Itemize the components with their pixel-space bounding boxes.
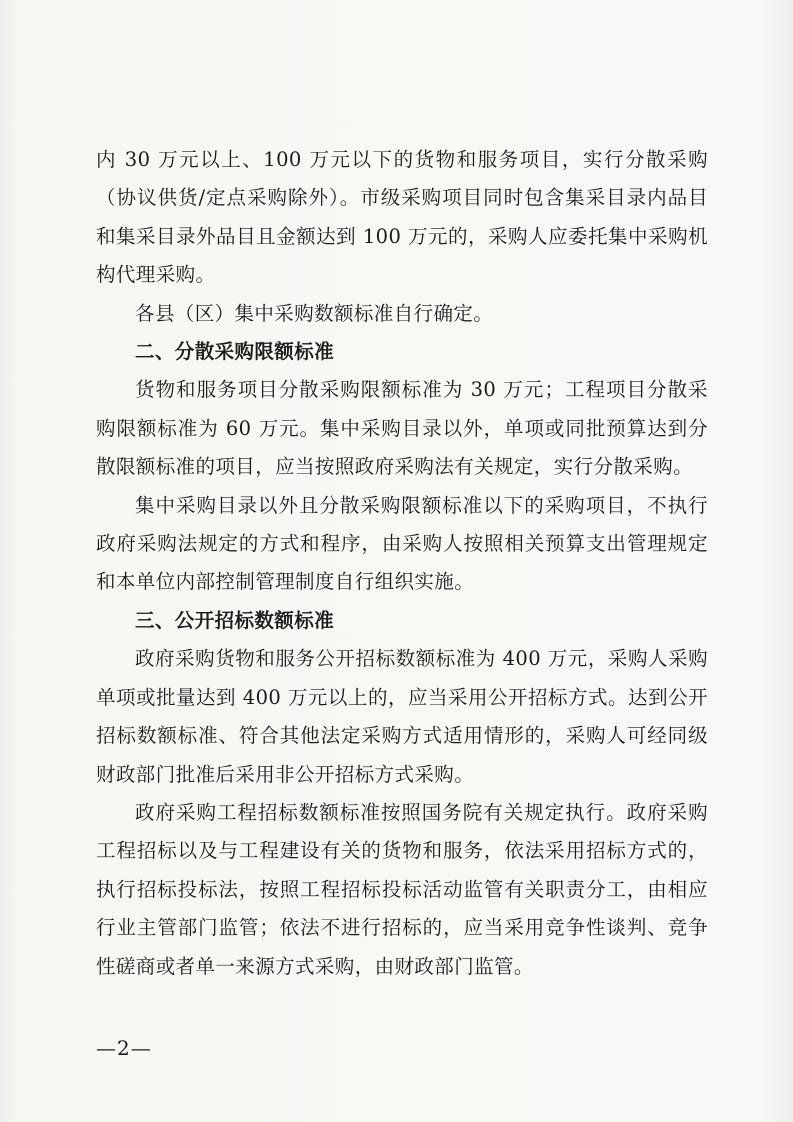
- page-number: —2—: [96, 1036, 152, 1060]
- paragraph-below-limit: 集中采购目录以外且分散采购限额标准以下的采购项目，不执行政府采购法规定的方式和程序，由采购人按照相关预算支出管理规定和本单位内部控制管理制度自行组织实施。: [96, 493, 708, 594]
- section-heading-3: 三、公开招标数额标准: [135, 608, 335, 632]
- body-text: [96, 141, 708, 986]
- paragraph-decentralized-limit: 货物和服务项目分散采购限额标准为 30 万元；工程项目分散采购限额标准为 60 万元。集中采购目录以外，单项或同批预算达到分散限额标准的项目，应当按照政府采购法有关规定，实行分散采购。: [96, 378, 708, 479]
- section-heading-2: 二、分散采购限额标准: [135, 340, 335, 364]
- paragraph-engineering-tender: 政府采购工程招标数额标准按照国务院有关规定执行。政府采购工程招标以及与工程建设有关的货物和服务，依法采用招标方式的，执行招标投标法，按照工程招标投标活动监管有关职责分工，由相应行业主管部门监管；依法不进行招标的，应当采用竞争性谈判、竞争性磋商或者单一来源方式采购，由财政部门监管。: [96, 800, 708, 978]
- paragraph-county-standard: 各县（区）集中采购数额标准自行确定。: [135, 301, 494, 325]
- paragraph-continuation: 内 30 万元以上、100 万元以下的货物和服务项目，实行分散采购（协议供货/定点采购除外）。市级采购项目同时包含集采目录内品目和集采目录外品目且金额达到 100 万元的，采购人应委托集中采购机构代理采购。: [96, 148, 708, 287]
- paragraph-public-tender-threshold: 政府采购货物和服务公开招标数额标准为 400 万元，采购人采购单项或批量达到 400 万元以上的，应当采用公开招标方式。达到公开招标数额标准、符合其他法定采购方式适用情形的，采购人可经同级财政部门批准后采用非公开招标方式采购。: [96, 647, 708, 786]
